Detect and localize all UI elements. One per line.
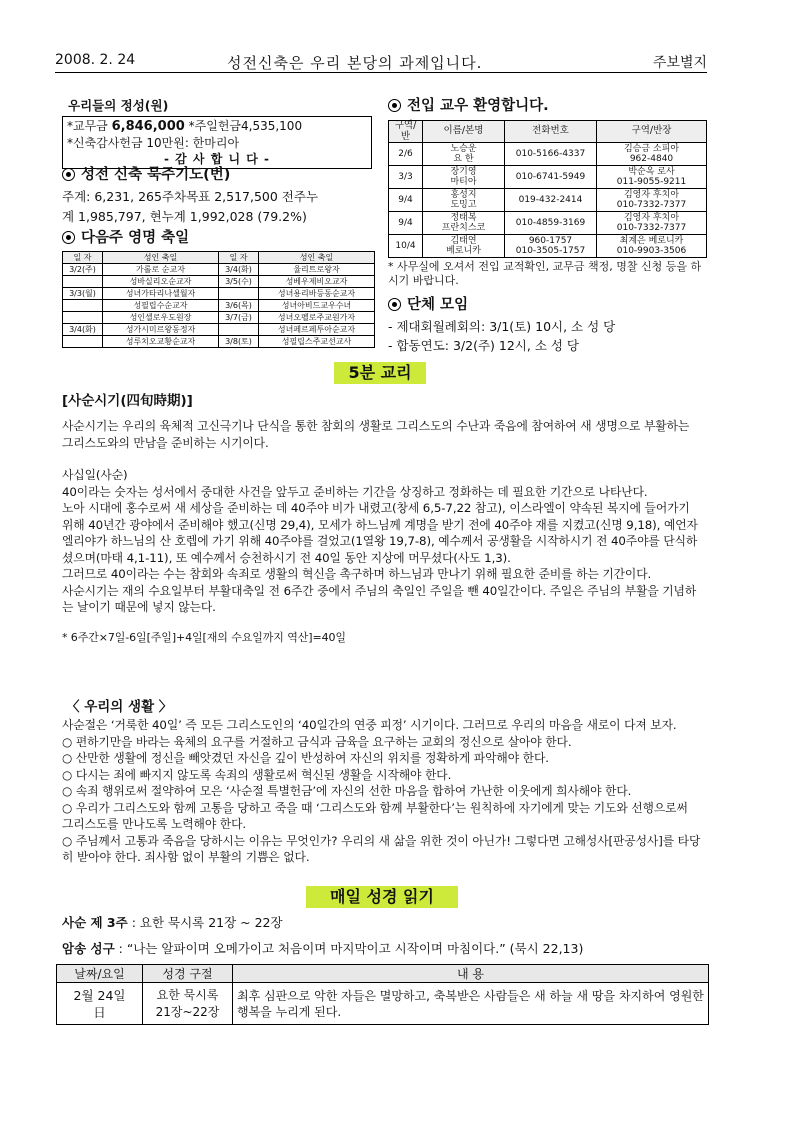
newcomers-heading: 전입 교우 환영합니다. [388,94,706,115]
feast-cell [63,336,103,348]
bible-content: 최후 심판으로 악한 자들은 멸망하고, 축복받은 사람들은 새 하늘 새 땅을 차지하여 영원한 행복을 누리게 된다. [233,983,709,1025]
feast-cell: 3/6(목) [219,300,259,312]
table-row [389,166,707,189]
feast-cell: 성필립스주교선교사 [259,336,375,348]
bullet-icon [62,231,75,244]
header-title: 성전신축은 우리 본당의 과제입니다. [227,54,483,72]
bible-memory-label: 암송 성구 [62,941,115,956]
feast-cell: 3/3(월) [63,288,103,300]
feast-cell: 3/2(주) [63,264,103,276]
catechism-paragraph: 사순시기는 우리의 육체적 고신극기나 단식을 통한 참회의 생활로 그리스도의 수난과 죽음에 참여하여 새 생명으로 부활하는 그리스도와의 만남을 준비하는 시기이다. [62,419,690,450]
newcomers-header-cell: 구역/반 [389,121,423,143]
newcomers-cell: 홍성지 도밍고 [423,189,505,212]
newcomers-cell: 정태복 프란치스코 [423,212,505,235]
groups-section [388,293,706,355]
bible-verse: 요한 묵시록 21장~22장 [143,983,233,1025]
newcomers-cell: 010-4859-3169 [505,212,597,235]
life-item: ○ 산만한 생활에 정신을 빼앗겼던 자신을 깊이 반성하여 자신의 위치를 정확하게 파악해야 한다. [62,751,549,765]
catechism-paragraph-title: 사십일(사순) [62,468,128,482]
feast-cell: 3/8(토) [219,336,259,348]
feast-header-cell: 일 자 [219,252,259,264]
newcomers-cell: 010-5166-4337 [505,143,597,166]
catechism-paragraph: 노아 시대에 홍수로써 새 세상을 준비하는 데 40주야 비가 내렸고(창세 6,5-7,22 참고), 이스라엘이 약속된 복지에 들어가기 위해 40년간 광야에서 준비해야 했고(신명 29,4), 모세가 하느님께 계명을 받기 전에 40주야 재를 지켰고(신명 9,18), 예언자 엘리야가 하느님의 산 호렙에 가기 위해 40주야를 걸었고(1열왕 19,7-8), 예수께서 공생활을 시작하시기 전 40주야를 단식하셨으며(마태 4,1-11), 또 예수께서 승천하시기 전 40일 동안 지상에 머무셨다(사도 1,3). [62,501,698,565]
newcomers-cell: 김승금 소피아 962-4840 [597,143,707,166]
newcomers-cell: 김영자 후치아 010-7332-7377 [597,189,707,212]
offering-line2: *신축감사헌금 10만원: 한마리아 [67,136,240,150]
newcomers-cell: 김태연 베로니카 [423,235,505,258]
bible-date: 2월 24일 日 [57,983,143,1025]
feast-cell: 율리트로왕자 [259,264,375,276]
header-date: 2008. 2. 24 [55,52,136,68]
feast-header-cell: 성인 축일 [259,252,375,264]
bible-memory [62,939,722,957]
newcomers-cell: 10/4 [389,235,423,258]
life-item: ○ 주님께서 고통과 죽음을 당하시는 이유는 무엇인가? 우리의 새 삶을 위한 것이 아닌가! 그렇다면 고해성사[판공성사]를 타당히 받아야 한다. 죄사함 없이 부활의 기쁨은 없다. [62,833,701,864]
feast-cell: 성루치오교황순교자 [103,336,219,348]
life-item: ○ 다시는 죄에 빠지지 않도록 속죄의 생활로써 혁신된 생활을 시작해야 한다. [62,767,452,782]
life-section [62,695,702,866]
feast-header-cell: 일 자 [63,252,103,264]
feast-cell [219,324,259,336]
catechism-paragraph: 사순시기는 재의 수요일부터 부활대축일 전 6주간 중에서 주님의 축일인 주일을 뺀 40일간이다. 주일은 주님의 부활을 기념하는 날이기 때문에 넣지 않는다. [62,583,697,614]
feast-cell: 3/4(화) [63,324,103,336]
newcomers-cell: 박순옥 로사 011-9055-9211 [597,166,707,189]
bible-table [56,964,709,1025]
newcomers-header-cell: 이름/본명 [423,121,505,143]
groups-heading: 단체 모임 [388,293,706,314]
bible-col-verse: 성경 구절 [143,965,233,983]
catechism-formula: * 6주간×7일-6일[주일]+4일[재의 수요일까지 역산]=40일 [62,630,346,644]
newcomers-cell: 장기영 마티아 [423,166,505,189]
feast-cell: 3/7(금) [219,312,259,324]
newcomers-cell: 9/4 [389,189,423,212]
bullet-icon [388,99,401,112]
group-item: - 제대회월례회의: 3/1(토) 10시, 소 성 당 [388,319,616,334]
life-title: 〈 우리의 생활 〉 [66,699,173,715]
newcomers-cell: 최계은 베로니카 010-9903-3506 [597,235,707,258]
prayer-heading: 성전 신축 묵주기도(번) [62,163,374,184]
feast-section [62,226,374,348]
table-row [389,212,707,235]
bible-week [62,913,712,931]
table-row [389,189,707,212]
newcomers-cell: 9/4 [389,212,423,235]
newcomers-cell: 960-1757 010-3505-1757 [505,235,597,258]
feast-cell: 3/4(화) [219,264,259,276]
newcomers-header-cell: 구역/반장 [597,121,707,143]
bullet-icon [62,168,75,181]
feast-cell: 성바실리오순교자 [103,276,219,288]
newcomers-cell: 김영자 후치아 010-7332-7377 [597,212,707,235]
feast-cell [63,276,103,288]
table-row [63,312,375,324]
bible-banner: 매일 성경 읽기 [306,886,458,908]
newcomers-header-cell: 전화번호 [505,121,597,143]
bible-col-content: 내 용 [233,965,709,983]
prayer-section [62,163,374,227]
feast-cell: 성녀오펠로주교원가자 [259,312,375,324]
page-header [55,52,707,73]
offering-amount: 6,846,000 [111,119,185,134]
table-row [63,276,375,288]
life-item: ○ 편하기만을 바라는 육체의 요구를 거절하고 금식과 금육을 요구하는 교회의 정신으로 살아야 한다. [62,734,572,749]
bullet-icon [388,298,401,311]
life-item: ○ 속죄 행위로써 절약하여 모은 ‘사순절 특별헌금’에 자신의 선한 마음을 합하여 가난한 이웃에게 희사해야 한다. [62,784,632,798]
catechism-banner: 5분 교리 [334,362,426,384]
feast-cell [63,312,103,324]
newcomers-note: * 사무실에 오셔서 전입 교적확인, 교무금 책정, 명찰 신청 등을 하시기 바랍니다. [388,260,702,287]
groups-list [388,317,706,355]
catechism-paragraph: 40이라는 숫자는 성서에서 중대한 사건을 앞두고 준비하는 기간을 상징하고 정화하는 데 필요한 기간으로 나타난다. [62,484,648,499]
newcomers-section [388,94,706,288]
offering-box [62,116,372,169]
table-row [389,235,707,258]
group-item: - 합동연도: 3/2(주) 12시, 소 성 당 [388,338,579,353]
life-item: ○ 우리가 그리스도와 함께 고통을 당하고 죽을 때 ‘그리스도와 함께 부활한다’는 원칙하에 자기에게 맞는 기도와 선행으로써 그리스도를 만나도록 노력해야 한다. [62,800,688,831]
newcomers-cell: 3/3 [389,166,423,189]
table-row [63,288,375,300]
offering-line1: *교무금 6,846,000 *주일헌금4,535,100 [67,119,303,134]
bible-week-text: : 요한 묵시록 21장 ~ 22장 [131,915,283,930]
table-row [389,143,707,166]
offering-title: 우리들의 정성(원) [68,98,169,113]
bible-col-date: 날짜/요일 [57,965,143,983]
newcomers-cell: 019-432-2414 [505,189,597,212]
table-row [63,324,375,336]
newcomers-cell: 노승운 요 한 [423,143,505,166]
life-intro: 사순절은 ‘거룩한 40일’ 즉 모든 그리스도인의 ‘40일간의 연중 피정’ 시기이다. 그러므로 우리의 마음을 새로이 다져 보자. [62,718,677,732]
table-row [63,336,375,348]
feast-cell: 성필립수순교자 [103,300,219,312]
newcomers-cell: 010-6741-5949 [505,166,597,189]
feast-cell: 성가시미르왕동정자 [103,324,219,336]
feast-cell: 성인셀로우도원장 [103,312,219,324]
catechism-paragraph: 그러므로 40이라는 수는 참회와 속죄로 생활의 혁신을 촉구하며 하느님과 만나기 위해 필요한 준비를 하는 기간이다. [62,567,652,581]
offering-thanks: - 감 사 합 니 다 - [164,152,270,166]
table-row [57,983,709,1025]
feast-heading: 다음주 영명 축일 [62,226,374,247]
prayer-text: 주계: 6,231, 265주차목표 2,517,500 전주누 계 1,985,797, 현누계 1,992,028 (79.2%) [62,189,319,224]
feast-cell [219,288,259,300]
newcomers-cell: 2/6 [389,143,423,166]
offering-section [62,96,372,169]
catechism-subtitle: [사순시기(四旬時期)] [62,393,193,409]
feast-header-cell: 성인 축일 [103,252,219,264]
feast-cell [63,300,103,312]
feast-cell: 성녀가타리나셀월자 [103,288,219,300]
table-row [63,264,375,276]
bible-week-label: 사순 제 3주 [62,915,128,930]
newcomers-table [388,120,707,258]
feast-cell: 성녀페르페투아순교자 [259,324,375,336]
feast-cell: 3/5(수) [219,276,259,288]
feast-cell: 성녀아비드교우수녀 [259,300,375,312]
header-label: 주보별지 [652,55,707,71]
feast-table [62,251,375,348]
feast-cell: 성녀용리바등동순교자 [259,288,375,300]
feast-cell: 성베우제비오교자 [259,276,375,288]
bible-memory-text: : “나는 알파이며 오메가이고 처음이며 마지막이고 시작이며 마침이다.” (묵시 22,13) [118,941,584,956]
table-row [63,300,375,312]
feast-cell: 가롤로 순교자 [103,264,219,276]
catechism-section [62,389,702,646]
